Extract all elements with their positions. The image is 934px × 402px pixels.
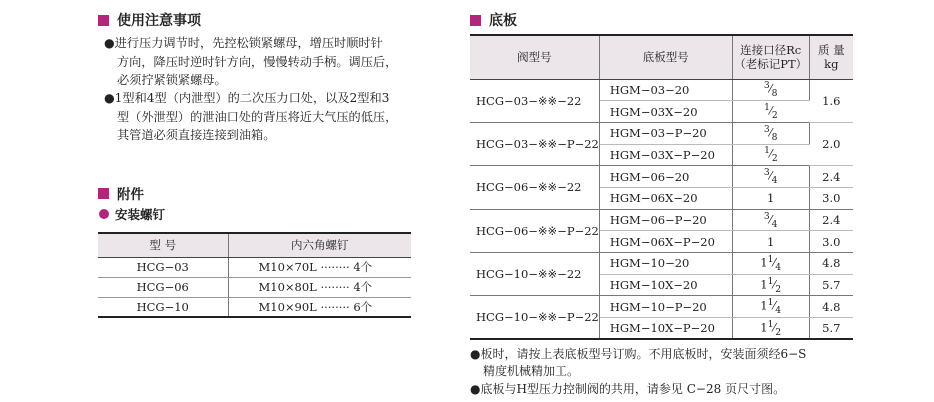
plate-model-cell: HGM−06−20 bbox=[599, 166, 732, 188]
usage-note-1-line-1: ●进行压力调节时，先控松锁紧螺母，增压时顺时针 bbox=[104, 36, 383, 50]
baseplate-note-1 bbox=[470, 346, 806, 380]
fraction-numerator: 3 bbox=[763, 123, 770, 135]
header-model: 型 号 bbox=[98, 233, 228, 257]
table-row bbox=[470, 122, 853, 144]
screw-spec-cell: M10×90L ········ 6个 bbox=[228, 297, 411, 317]
port-size-fraction bbox=[764, 102, 778, 121]
port-size-cell bbox=[732, 166, 809, 188]
table-row bbox=[470, 296, 853, 318]
plate-model-cell: HGM−06X−P−20 bbox=[599, 231, 732, 253]
fraction-slash-icon: ⁄ bbox=[769, 169, 772, 183]
baseplate-note-1-line-1: ●板时，请按上表底板型号订购。不用底板时，安装面须经6−S bbox=[470, 347, 807, 361]
port-size-whole: 1 bbox=[767, 191, 775, 206]
usage-note-1-line-3: 必须拧紧锁紧螺母。 bbox=[117, 73, 227, 87]
mass-cell: 4.8 bbox=[809, 253, 853, 275]
fraction-slash-icon: ⁄ bbox=[773, 278, 776, 292]
fraction-numerator: 3 bbox=[763, 80, 770, 92]
port-size-fraction bbox=[768, 254, 782, 273]
port-size-fraction bbox=[764, 124, 778, 143]
plate-model-cell: HGM−10X−P−20 bbox=[599, 318, 732, 340]
port-size-cell bbox=[732, 209, 809, 231]
header-mass bbox=[809, 35, 853, 79]
plate-model-cell: HGM−06X−20 bbox=[599, 187, 732, 209]
fraction-denominator: 4 bbox=[775, 305, 782, 317]
port-size-fraction bbox=[764, 145, 778, 164]
baseplate-table-body bbox=[470, 79, 853, 339]
header-port-size-line-2: （老标记PT） bbox=[734, 57, 808, 72]
port-size-cell bbox=[732, 122, 809, 144]
mass-cell: 5.7 bbox=[809, 274, 853, 296]
plate-model-cell: HGM−10−20 bbox=[599, 253, 732, 275]
port-size-cell bbox=[732, 231, 809, 253]
port-size-cell bbox=[732, 101, 809, 123]
table-row bbox=[98, 297, 411, 317]
header-valve-model: 阀型号 bbox=[470, 35, 599, 79]
fraction-denominator: 8 bbox=[771, 88, 778, 100]
screw-model-cell: HCG−06 bbox=[98, 277, 228, 297]
plate-model-cell: HGM−10−P−20 bbox=[599, 296, 732, 318]
fraction-numerator: 3 bbox=[763, 210, 770, 222]
valve-model-cell: HCG−06−※※−P−22 bbox=[470, 209, 599, 252]
fraction-slash-icon: ⁄ bbox=[769, 83, 772, 97]
port-size-fraction bbox=[764, 167, 778, 186]
table-row bbox=[470, 253, 853, 275]
accessory-subtitle: 安装螺钉 bbox=[115, 207, 166, 222]
fraction-denominator: 2 bbox=[771, 153, 778, 165]
port-size-cell bbox=[732, 187, 809, 209]
mass-cell: 2.4 bbox=[809, 166, 853, 188]
port-size-whole: 1 bbox=[760, 277, 768, 292]
port-size-whole: 1 bbox=[760, 320, 768, 335]
fraction-denominator: 4 bbox=[775, 261, 782, 273]
usage-note-2 bbox=[104, 89, 397, 145]
mass-cell: 1.6 bbox=[809, 79, 853, 122]
port-size-fraction bbox=[768, 276, 782, 295]
baseplate-table bbox=[470, 34, 853, 340]
valve-model-cell: HCG−10−※※−P−22 bbox=[470, 296, 599, 339]
port-size-cell bbox=[732, 296, 809, 318]
fraction-slash-icon: ⁄ bbox=[773, 256, 776, 270]
screw-table-header bbox=[98, 233, 411, 257]
fraction-numerator: 1 bbox=[767, 297, 774, 309]
accessory-title: 附件 bbox=[117, 187, 144, 203]
port-size-fraction bbox=[764, 211, 778, 230]
port-size-whole: 1 bbox=[760, 255, 768, 270]
header-port-size bbox=[732, 35, 809, 79]
fraction-denominator: 2 bbox=[775, 326, 782, 338]
valve-model-cell: HCG−03−※※−22 bbox=[470, 79, 599, 122]
port-size-cell bbox=[732, 253, 809, 275]
fraction-denominator: 8 bbox=[771, 131, 778, 143]
table-row bbox=[98, 277, 411, 297]
fraction-numerator: 1 bbox=[767, 318, 774, 330]
screw-table bbox=[98, 232, 411, 318]
plate-model-cell: HGM−03−20 bbox=[599, 79, 732, 101]
port-size-cell bbox=[732, 274, 809, 296]
screw-spec-cell: M10×70L ········ 4个 bbox=[228, 257, 411, 277]
fraction-slash-icon: ⁄ bbox=[769, 126, 772, 140]
fraction-slash-icon: ⁄ bbox=[773, 299, 776, 313]
port-size-whole: 1 bbox=[767, 234, 775, 249]
port-size-cell bbox=[732, 144, 809, 166]
mass-cell: 3.0 bbox=[809, 231, 853, 253]
section-square-icon bbox=[98, 188, 109, 199]
port-size-fraction bbox=[768, 319, 782, 338]
fraction-slash-icon: ⁄ bbox=[769, 213, 772, 227]
section-square-icon bbox=[470, 15, 481, 26]
mass-cell: 4.8 bbox=[809, 296, 853, 318]
mass-cell: 5.7 bbox=[809, 318, 853, 340]
table-row bbox=[470, 209, 853, 231]
valve-model-cell: HCG−03−※※−P−22 bbox=[470, 122, 599, 165]
fraction-numerator: 3 bbox=[763, 167, 770, 179]
table-row bbox=[98, 257, 411, 277]
fraction-numerator: 1 bbox=[767, 275, 774, 287]
usage-title: 使用注意事项 bbox=[117, 13, 201, 29]
header-port-size-line-1: 连接口径Rc bbox=[740, 43, 802, 58]
fraction-denominator: 4 bbox=[771, 218, 778, 230]
accessory-subtitle-row bbox=[99, 205, 165, 223]
port-size-cell bbox=[732, 79, 809, 101]
section-square-icon bbox=[98, 15, 109, 26]
fraction-slash-icon: ⁄ bbox=[773, 321, 776, 335]
port-size-whole: 1 bbox=[760, 298, 768, 313]
mass-cell: 2.0 bbox=[809, 122, 853, 165]
usage-note-2-line-2: 型（外泄型）的泄油口处的背压将近大气压的低压， bbox=[117, 109, 398, 124]
bullet-dot-icon bbox=[99, 209, 109, 219]
baseplate-note-2: ●底板与H型压力控制阀的共用，请参见 C−28 页尺寸图。 bbox=[470, 382, 786, 396]
plate-model-cell: HGM−03−P−20 bbox=[599, 122, 732, 144]
table-row bbox=[470, 166, 853, 188]
valve-model-cell: HCG−10−※※−22 bbox=[470, 253, 599, 296]
mass-cell: 3.0 bbox=[809, 187, 853, 209]
baseplate-table-header bbox=[470, 35, 853, 79]
usage-note-1-line-2: 方向，降压时逆时针方向，慢慢转动手柄。调压后， bbox=[117, 54, 398, 69]
mass-cell: 2.4 bbox=[809, 209, 853, 231]
usage-note-2-line-1: ●1型和4型（内泄型）的二次压力口处，以及2型和3 bbox=[104, 91, 390, 105]
screw-model-cell: HCG−03 bbox=[98, 257, 228, 277]
header-mass-line-2: kg bbox=[824, 57, 839, 72]
header-mass-line-1: 质 量 bbox=[817, 43, 845, 58]
fraction-numerator: 1 bbox=[764, 145, 770, 157]
baseplate-title: 底板 bbox=[489, 13, 517, 29]
screw-model-cell: HCG−10 bbox=[98, 297, 228, 317]
fraction-numerator: 1 bbox=[767, 253, 774, 265]
port-size-fraction bbox=[768, 297, 782, 316]
usage-note-1 bbox=[104, 34, 397, 90]
port-size-cell bbox=[732, 318, 809, 340]
accessory-section-title bbox=[98, 183, 144, 203]
plate-model-cell: HGM−10X−20 bbox=[599, 274, 732, 296]
baseplate-section-title bbox=[470, 10, 517, 30]
usage-section-title bbox=[98, 10, 201, 30]
valve-model-cell: HCG−06−※※−22 bbox=[470, 166, 599, 209]
plate-model-cell: HGM−03X−P−20 bbox=[599, 144, 732, 166]
fraction-denominator: 4 bbox=[771, 175, 778, 187]
table-row bbox=[470, 79, 853, 101]
header-plate-model: 底板型号 bbox=[599, 35, 732, 79]
port-size-fraction bbox=[764, 80, 778, 99]
plate-model-cell: HGM−03X−20 bbox=[599, 101, 732, 123]
usage-note-2-line-3: 其管道必须直接连接到油箱。 bbox=[117, 128, 276, 142]
fraction-slash-icon: ⁄ bbox=[770, 104, 772, 118]
fraction-numerator: 1 bbox=[764, 102, 770, 114]
header-screw: 内六角螺钉 bbox=[228, 233, 411, 257]
fraction-denominator: 2 bbox=[775, 283, 782, 295]
baseplate-note-1-line-2: 精度机械精加工。 bbox=[483, 364, 580, 378]
fraction-denominator: 2 bbox=[771, 109, 778, 121]
screw-spec-cell: M10×80L ········ 4个 bbox=[228, 277, 411, 297]
plate-model-cell: HGM−06−P−20 bbox=[599, 209, 732, 231]
fraction-slash-icon: ⁄ bbox=[770, 148, 772, 162]
